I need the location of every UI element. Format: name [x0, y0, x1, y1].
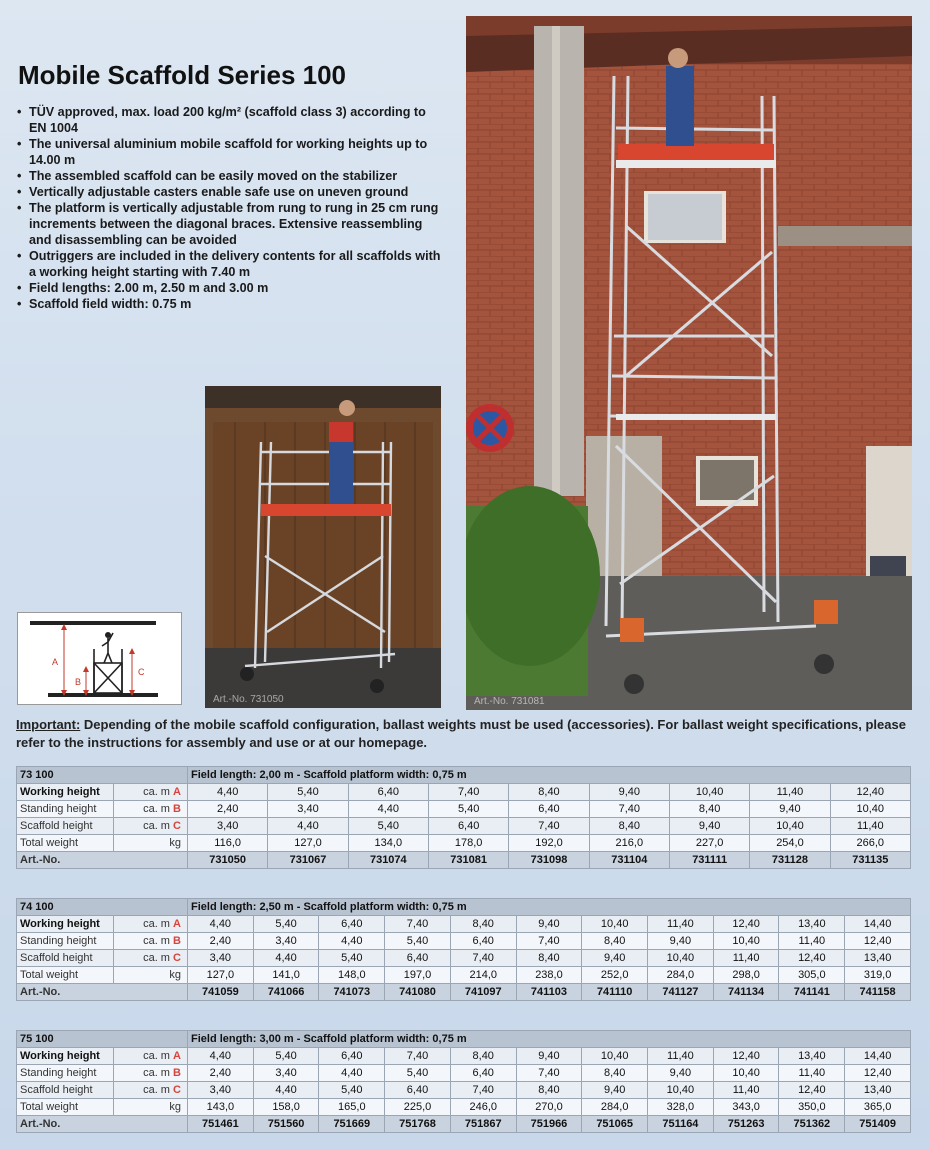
- scaffold-garage-image: [205, 386, 441, 708]
- table-cell: 9,40: [589, 784, 669, 801]
- table-cell: 5,40: [385, 933, 451, 950]
- table-cell: 12,40: [845, 933, 911, 950]
- spec-table-75100: [16, 1030, 911, 1133]
- art-label: Art.-No.: [17, 984, 188, 1001]
- table-cell: 12,40: [779, 1082, 845, 1099]
- table-cell: 14,40: [845, 1048, 911, 1065]
- table-cell: 11,40: [750, 784, 830, 801]
- table-cell: 216,0: [589, 835, 669, 852]
- table-cell: 4,40: [188, 1048, 254, 1065]
- table-cell: 7,40: [516, 933, 582, 950]
- table-cell: 10,40: [648, 950, 714, 967]
- table-cell: 5,40: [319, 1082, 385, 1099]
- table-cell: 6,40: [319, 1048, 385, 1065]
- table-cell: 6,40: [450, 1065, 516, 1082]
- table-cell: 4,40: [268, 818, 348, 835]
- scaffold-building-image: [466, 16, 912, 710]
- table-cell: 14,40: [845, 916, 911, 933]
- table-cell: 127,0: [188, 967, 254, 984]
- table-cell: 4,40: [188, 916, 254, 933]
- series-number: 73 100: [17, 767, 188, 784]
- table-cell: 365,0: [845, 1099, 911, 1116]
- row-unit: [114, 950, 188, 967]
- article-number-row: [17, 852, 911, 869]
- field-spec: Field length: 2,50 m - Scaffold platform width: 0,75 m: [188, 899, 911, 916]
- unit-text: kg: [169, 1101, 181, 1113]
- table-cell: 8,40: [516, 950, 582, 967]
- table-cell: 12,40: [713, 1048, 779, 1065]
- table-cell: 10,40: [830, 801, 910, 818]
- feature-item: • The assembled scaffold can be easily moved on the stabilizer: [16, 168, 446, 184]
- row-label: Scaffold height: [17, 818, 114, 835]
- table-row: [17, 818, 911, 835]
- height-diagram-drawing: [18, 613, 183, 706]
- table-cell: 284,0: [582, 1099, 648, 1116]
- row-unit: [114, 967, 188, 984]
- table-cell: 2,40: [188, 933, 254, 950]
- table-cell: 158,0: [253, 1099, 319, 1116]
- table-cell: 9,40: [648, 933, 714, 950]
- table-cell: 178,0: [428, 835, 508, 852]
- article-number: 751065: [582, 1116, 648, 1133]
- feature-item: • Outriggers are included in the delivery contents for all scaffolds with a working height starting with 7.40 m: [16, 248, 446, 280]
- article-number: 751867: [450, 1116, 516, 1133]
- article-number: 741127: [648, 984, 714, 1001]
- unit-text: ca. m: [143, 935, 170, 947]
- scaffold-building-photo: [466, 16, 912, 710]
- row-label: Total weight: [17, 1099, 114, 1116]
- article-number: 751768: [385, 1116, 451, 1133]
- table-cell: 6,40: [450, 933, 516, 950]
- article-number: 731074: [348, 852, 428, 869]
- article-number: 751409: [845, 1116, 911, 1133]
- table-cell: 13,40: [845, 1082, 911, 1099]
- row-unit: [114, 1099, 188, 1116]
- diagram-label-c: C: [138, 667, 145, 677]
- dimension-letter: B: [173, 803, 181, 815]
- table-cell: 3,40: [253, 933, 319, 950]
- table-cell: 165,0: [319, 1099, 385, 1116]
- table-header-row: [17, 1031, 911, 1048]
- table-cell: 10,40: [582, 1048, 648, 1065]
- table-cell: 116,0: [188, 835, 268, 852]
- table-cell: 9,40: [516, 1048, 582, 1065]
- row-label: Working height: [17, 1048, 114, 1065]
- table-cell: 7,40: [385, 916, 451, 933]
- dimension-letter: B: [173, 935, 181, 947]
- table-cell: 8,40: [669, 801, 749, 818]
- dimension-letter: C: [173, 1084, 181, 1096]
- row-label: Scaffold height: [17, 1082, 114, 1099]
- table-cell: 8,40: [516, 1082, 582, 1099]
- table-cell: 3,40: [253, 1065, 319, 1082]
- feature-item: • Vertically adjustable casters enable safe use on uneven ground: [16, 184, 446, 200]
- article-number: 741141: [779, 984, 845, 1001]
- unit-text: ca. m: [143, 1067, 170, 1079]
- spec-table-74100: [16, 898, 911, 1001]
- table-cell: 3,40: [188, 818, 268, 835]
- table-cell: 11,40: [830, 818, 910, 835]
- table-cell: 3,40: [188, 1082, 254, 1099]
- table-cell: 11,40: [648, 1048, 714, 1065]
- table-cell: 9,40: [582, 1082, 648, 1099]
- dimension-letter: C: [173, 820, 181, 832]
- table-cell: 5,40: [253, 1048, 319, 1065]
- table-row: [17, 835, 911, 852]
- table-cell: 4,40: [188, 784, 268, 801]
- table-cell: 13,40: [779, 916, 845, 933]
- table-row: [17, 1082, 911, 1099]
- article-number: 731098: [509, 852, 589, 869]
- photo-caption: Art.-No. 731050: [213, 694, 284, 705]
- table-row: [17, 1048, 911, 1065]
- table-cell: 5,40: [385, 1065, 451, 1082]
- table-cell: 5,40: [319, 950, 385, 967]
- article-number: 751669: [319, 1116, 385, 1133]
- table-cell: 9,40: [582, 950, 648, 967]
- article-number: 741073: [319, 984, 385, 1001]
- dimension-letter: A: [173, 918, 181, 930]
- table-cell: 11,40: [648, 916, 714, 933]
- row-label: Working height: [17, 784, 114, 801]
- table-cell: 266,0: [830, 835, 910, 852]
- table-row: [17, 784, 911, 801]
- feature-item: • Scaffold field width: 0.75 m: [16, 296, 446, 312]
- table-cell: 5,40: [428, 801, 508, 818]
- table-cell: 238,0: [516, 967, 582, 984]
- feature-item: • TÜV approved, max. load 200 kg/m² (scaffold class 3) according to EN 1004: [16, 104, 446, 136]
- dimension-letter: A: [173, 1050, 181, 1062]
- table-cell: 2,40: [188, 1065, 254, 1082]
- table-cell: 6,40: [509, 801, 589, 818]
- table-cell: 328,0: [648, 1099, 714, 1116]
- row-unit: [114, 835, 188, 852]
- row-label: Scaffold height: [17, 950, 114, 967]
- unit-text: ca. m: [143, 1050, 170, 1062]
- table-cell: 8,40: [582, 1065, 648, 1082]
- table-cell: 4,40: [319, 1065, 385, 1082]
- table-cell: 6,40: [385, 1082, 451, 1099]
- table-cell: 8,40: [509, 784, 589, 801]
- table-cell: 197,0: [385, 967, 451, 984]
- table-cell: 127,0: [268, 835, 348, 852]
- table-cell: 3,40: [188, 950, 254, 967]
- row-unit: [114, 784, 188, 801]
- row-label: Total weight: [17, 835, 114, 852]
- table-row: [17, 801, 911, 818]
- article-number: 751560: [253, 1116, 319, 1133]
- unit-text: ca. m: [143, 952, 170, 964]
- table-cell: 4,40: [319, 933, 385, 950]
- row-label: Working height: [17, 916, 114, 933]
- unit-text: ca. m: [143, 803, 170, 815]
- row-unit: [114, 801, 188, 818]
- table-cell: 7,40: [589, 801, 669, 818]
- table-cell: 11,40: [713, 950, 779, 967]
- row-label: Standing height: [17, 801, 114, 818]
- table-cell: 12,40: [830, 784, 910, 801]
- diagram-label-a: A: [52, 657, 59, 667]
- table-cell: 12,40: [779, 950, 845, 967]
- table-cell: 7,40: [509, 818, 589, 835]
- table-cell: 9,40: [648, 1065, 714, 1082]
- article-number-row: [17, 984, 911, 1001]
- article-number: 741158: [845, 984, 911, 1001]
- row-unit: [114, 1065, 188, 1082]
- table-row: [17, 1099, 911, 1116]
- article-number: 741097: [450, 984, 516, 1001]
- table-cell: 254,0: [750, 835, 830, 852]
- article-number: 731135: [830, 852, 910, 869]
- table-cell: 227,0: [669, 835, 749, 852]
- table-cell: 143,0: [188, 1099, 254, 1116]
- table-cell: 252,0: [582, 967, 648, 984]
- article-number: 751461: [188, 1116, 254, 1133]
- article-number: 731128: [750, 852, 830, 869]
- table-cell: 10,40: [648, 1082, 714, 1099]
- series-number: 74 100: [17, 899, 188, 916]
- table-cell: 270,0: [516, 1099, 582, 1116]
- table-cell: 6,40: [319, 916, 385, 933]
- unit-text: ca. m: [143, 786, 170, 798]
- article-number: 731111: [669, 852, 749, 869]
- table-cell: 6,40: [428, 818, 508, 835]
- dimension-letter: C: [173, 952, 181, 964]
- table-cell: 5,40: [253, 916, 319, 933]
- unit-text: ca. m: [143, 820, 170, 832]
- article-number: 731081: [428, 852, 508, 869]
- spec-table-73100: [16, 766, 911, 869]
- table-cell: 12,40: [845, 1065, 911, 1082]
- table-cell: 319,0: [845, 967, 911, 984]
- table-cell: 11,40: [779, 1065, 845, 1082]
- important-lead: Important:: [16, 717, 81, 732]
- page-title: Mobile Scaffold Series 100: [18, 60, 347, 90]
- important-text: Depending of the mobile scaffold configuration, ballast weights must be used (accessories). For ballast weight specifications, please refer to the instructions for assembly and use or at our homepage.: [16, 717, 906, 750]
- art-label: Art.-No.: [17, 1116, 188, 1133]
- feature-item: • The platform is vertically adjustable from rung to rung in 25 cm rung increments between the diagonal braces. Extensive reassembling and disassembling can be avoided: [16, 200, 446, 248]
- table-cell: 11,40: [713, 1082, 779, 1099]
- table-cell: 13,40: [779, 1048, 845, 1065]
- table-cell: 246,0: [450, 1099, 516, 1116]
- article-number: 741066: [253, 984, 319, 1001]
- article-number: 741059: [188, 984, 254, 1001]
- table-cell: 5,40: [268, 784, 348, 801]
- table-cell: 8,40: [589, 818, 669, 835]
- feature-item: • Field lengths: 2.00 m, 2.50 m and 3.00 m: [16, 280, 446, 296]
- table-cell: 10,40: [669, 784, 749, 801]
- table-cell: 192,0: [509, 835, 589, 852]
- article-number: 751263: [713, 1116, 779, 1133]
- unit-text: kg: [169, 969, 181, 981]
- unit-text: kg: [169, 837, 181, 849]
- row-unit: [114, 933, 188, 950]
- table-cell: 11,40: [779, 933, 845, 950]
- article-number: 751966: [516, 1116, 582, 1133]
- table-cell: 10,40: [750, 818, 830, 835]
- article-number: 741103: [516, 984, 582, 1001]
- table-cell: 13,40: [845, 950, 911, 967]
- table-header-row: [17, 767, 911, 784]
- table-cell: 6,40: [348, 784, 428, 801]
- table-cell: 8,40: [450, 916, 516, 933]
- table-cell: 12,40: [713, 916, 779, 933]
- table-cell: 4,40: [253, 1082, 319, 1099]
- article-number: 751362: [779, 1116, 845, 1133]
- table-cell: 214,0: [450, 967, 516, 984]
- art-label: Art.-No.: [17, 852, 188, 869]
- row-label: Standing height: [17, 1065, 114, 1082]
- table-cell: 8,40: [582, 933, 648, 950]
- table-cell: 7,40: [428, 784, 508, 801]
- table-row: [17, 967, 911, 984]
- table-cell: 10,40: [582, 916, 648, 933]
- article-number: 741110: [582, 984, 648, 1001]
- field-spec: Field length: 3,00 m - Scaffold platform width: 0,75 m: [188, 1031, 911, 1048]
- photo-caption: Art.-No. 731081: [474, 696, 545, 707]
- table-cell: 225,0: [385, 1099, 451, 1116]
- table-cell: 148,0: [319, 967, 385, 984]
- row-label: Standing height: [17, 933, 114, 950]
- table-cell: 141,0: [253, 967, 319, 984]
- article-number: 741080: [385, 984, 451, 1001]
- table-cell: 298,0: [713, 967, 779, 984]
- table-cell: 7,40: [385, 1048, 451, 1065]
- row-unit: [114, 916, 188, 933]
- table-cell: 7,40: [516, 1065, 582, 1082]
- feature-list: [16, 104, 446, 312]
- table-cell: 305,0: [779, 967, 845, 984]
- feature-item: • The universal aluminium mobile scaffold for working heights up to 14.00 m: [16, 136, 446, 168]
- table-cell: 8,40: [450, 1048, 516, 1065]
- article-number: 731104: [589, 852, 669, 869]
- table-cell: 9,40: [750, 801, 830, 818]
- scaffold-garage-photo: [205, 386, 441, 708]
- table-cell: 134,0: [348, 835, 428, 852]
- table-cell: 6,40: [385, 950, 451, 967]
- dimension-letter: A: [173, 786, 181, 798]
- table-cell: 7,40: [450, 1082, 516, 1099]
- article-number: 731050: [188, 852, 268, 869]
- table-row: [17, 1065, 911, 1082]
- table-cell: 5,40: [348, 818, 428, 835]
- height-diagram: [17, 612, 182, 705]
- dimension-letter: B: [173, 1067, 181, 1079]
- table-row: [17, 916, 911, 933]
- table-cell: 343,0: [713, 1099, 779, 1116]
- table-cell: 7,40: [450, 950, 516, 967]
- article-number: 751164: [648, 1116, 714, 1133]
- table-header-row: [17, 899, 911, 916]
- table-cell: 2,40: [188, 801, 268, 818]
- series-number: 75 100: [17, 1031, 188, 1048]
- table-cell: 284,0: [648, 967, 714, 984]
- table-cell: 10,40: [713, 933, 779, 950]
- table-cell: 4,40: [348, 801, 428, 818]
- table-cell: 10,40: [713, 1065, 779, 1082]
- unit-text: ca. m: [143, 918, 170, 930]
- unit-text: ca. m: [143, 1084, 170, 1096]
- important-notice: [16, 716, 916, 752]
- diagram-label-b: B: [75, 677, 82, 687]
- table-cell: 9,40: [669, 818, 749, 835]
- row-unit: [114, 1082, 188, 1099]
- row-unit: [114, 1048, 188, 1065]
- article-number: 741134: [713, 984, 779, 1001]
- table-cell: 4,40: [253, 950, 319, 967]
- article-number-row: [17, 1116, 911, 1133]
- field-spec: Field length: 2,00 m - Scaffold platform width: 0,75 m: [188, 767, 911, 784]
- table-row: [17, 933, 911, 950]
- row-label: Total weight: [17, 967, 114, 984]
- table-cell: 3,40: [268, 801, 348, 818]
- table-cell: 350,0: [779, 1099, 845, 1116]
- article-number: 731067: [268, 852, 348, 869]
- table-row: [17, 950, 911, 967]
- table-cell: 9,40: [516, 916, 582, 933]
- row-unit: [114, 818, 188, 835]
